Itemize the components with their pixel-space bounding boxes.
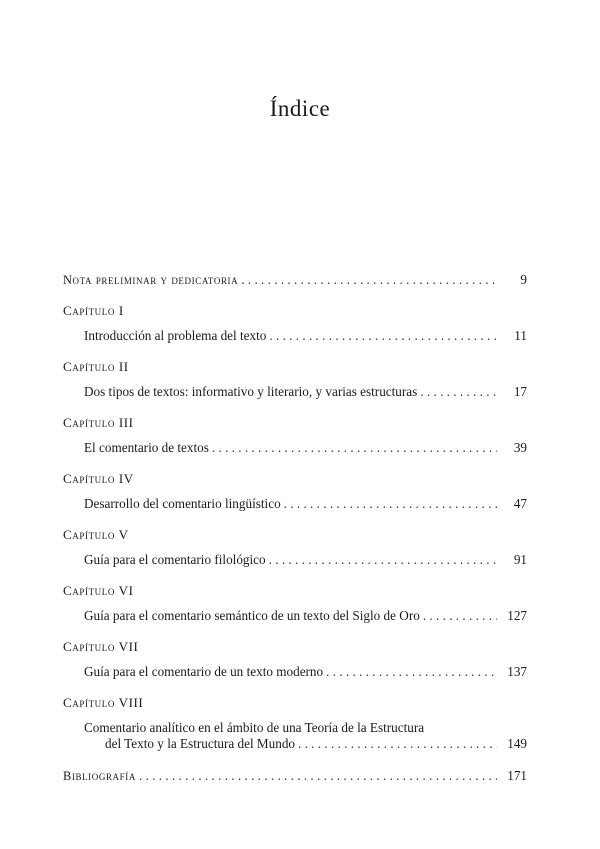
toc-entry-title: El comentario de textos	[84, 440, 209, 455]
toc-chapter-2	[63, 359, 527, 400]
dot-leader	[269, 552, 497, 568]
table-of-contents	[63, 270, 527, 784]
toc-entry	[63, 736, 527, 752]
chapter-heading: Capítulo VI	[63, 583, 134, 598]
toc-page-number: 47	[513, 496, 527, 511]
dot-leader	[139, 768, 497, 784]
toc-entry-bibliografia	[63, 768, 527, 784]
toc-page-number: 127	[507, 608, 527, 623]
toc-entry	[63, 496, 527, 512]
dot-leader	[269, 328, 497, 344]
toc-page-number: 149	[507, 736, 527, 751]
toc-entry-title: Desarrollo del comentario lingüístico	[84, 496, 281, 511]
toc-page-number: 171	[507, 768, 527, 783]
chapter-heading: Capítulo I	[63, 303, 124, 318]
toc-page-number: 11	[514, 328, 527, 343]
toc-page-number: 91	[513, 552, 527, 567]
dot-leader	[241, 272, 497, 288]
toc-entry	[63, 552, 527, 568]
toc-chapter-1	[63, 303, 527, 344]
page-title: Índice	[269, 96, 331, 121]
toc-chapter-6	[63, 583, 527, 624]
toc-entry	[63, 664, 527, 680]
toc-entry	[63, 328, 527, 344]
toc-page-number: 39	[513, 440, 527, 455]
toc-chapter-3	[63, 415, 527, 456]
toc-page-number: 9	[520, 272, 527, 287]
chapter-heading: Capítulo III	[63, 415, 134, 430]
toc-entry-label: Bibliografía	[63, 769, 136, 783]
toc-entry-title: Guía para el comentario filológico	[84, 552, 266, 567]
toc-page-number: 17	[513, 384, 527, 399]
dot-leader	[423, 608, 497, 624]
toc-entry-title-line2: del Texto y la Estructura del Mundo	[105, 736, 296, 751]
toc-entry-title: Dos tipos de textos: informativo y literario, y varias estructuras	[84, 384, 418, 399]
toc-entry	[63, 608, 527, 624]
dot-leader	[298, 736, 497, 752]
dot-leader	[284, 496, 497, 512]
toc-page-number: 137	[507, 664, 527, 679]
toc-chapter-7	[63, 639, 527, 680]
dot-leader	[420, 384, 497, 400]
toc-entry	[63, 440, 527, 456]
toc-chapter-8	[63, 695, 527, 752]
toc-entry	[63, 384, 527, 400]
toc-entry-title: Guía para el comentario semántico de un texto del Siglo de Oro	[84, 608, 420, 623]
toc-entry-title-line1: Comentario analítico en el ámbito de una Teoría de la Estructura	[84, 720, 425, 735]
toc-chapter-5	[63, 527, 527, 568]
chapter-heading: Capítulo II	[63, 359, 129, 374]
toc-entry-title: Guía para el comentario de un texto moderno	[84, 664, 324, 679]
toc-entry-title: Introducción al problema del texto	[84, 328, 267, 343]
toc-entry-label: Nota preliminar y dedicatoria	[63, 273, 239, 287]
dot-leader	[326, 664, 497, 680]
dot-leader	[212, 440, 497, 456]
chapter-heading: Capítulo VIII	[63, 695, 144, 710]
chapter-heading: Capítulo IV	[63, 471, 134, 486]
toc-entry-nota	[63, 272, 527, 288]
toc-chapter-4	[63, 471, 527, 512]
chapter-heading: Capítulo V	[63, 527, 129, 542]
chapter-heading: Capítulo VII	[63, 639, 139, 654]
